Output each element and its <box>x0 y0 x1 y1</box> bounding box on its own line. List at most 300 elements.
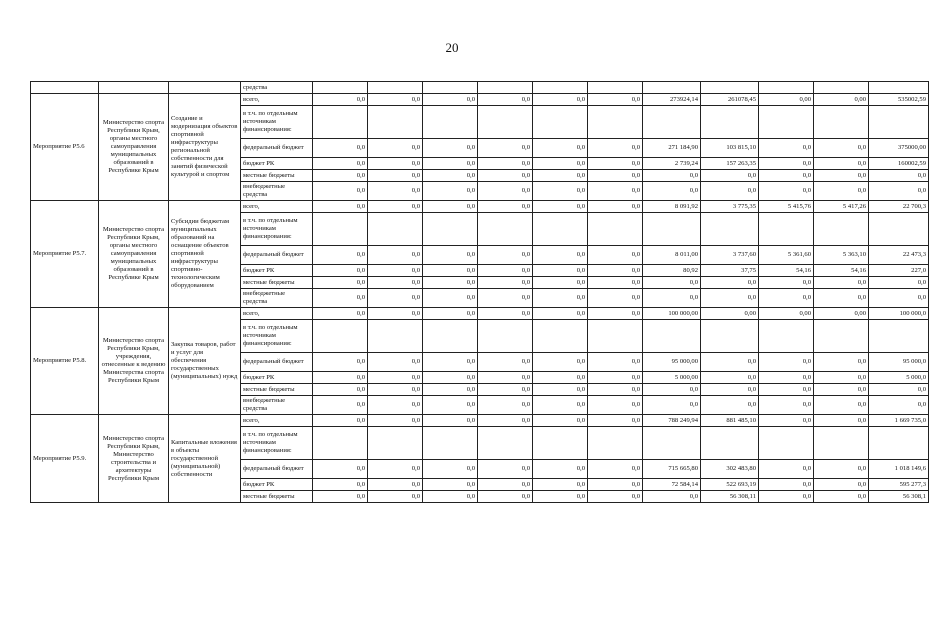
value-cell: 0,0 <box>478 170 533 182</box>
value-cell: 0,0 <box>478 182 533 201</box>
source-label: местные бюджеты <box>241 491 313 503</box>
table-row <box>31 82 929 94</box>
value-cell: 0,0 <box>478 491 533 503</box>
value-cell: 22 700,3 <box>869 201 929 213</box>
value-cell: 0,0 <box>478 201 533 213</box>
value-cell: 0,0 <box>478 265 533 277</box>
value-cell <box>313 106 368 139</box>
value-cell: 0,0 <box>643 170 701 182</box>
value-cell: 0,0 <box>588 170 643 182</box>
value-cell: 0,0 <box>313 170 368 182</box>
value-cell: 0,0 <box>313 265 368 277</box>
value-cell: 0,0 <box>533 277 588 289</box>
source-label: всего, <box>241 94 313 106</box>
value-cell: 0,0 <box>588 396 643 415</box>
table-row <box>31 308 929 320</box>
value-cell: 0,0 <box>368 353 423 372</box>
source-label: всего, <box>241 201 313 213</box>
value-cell: 0,0 <box>814 415 869 427</box>
value-cell <box>869 427 929 460</box>
value-cell: 0,0 <box>423 289 478 308</box>
value-cell: 0,0 <box>478 289 533 308</box>
value-cell: 0,0 <box>423 158 478 170</box>
value-cell <box>701 106 759 139</box>
value-cell: 302 483,80 <box>701 460 759 479</box>
value-cell: 0,0 <box>588 415 643 427</box>
value-cell: 0,0 <box>478 479 533 491</box>
value-cell: 0,0 <box>313 372 368 384</box>
value-cell: 0,0 <box>368 415 423 427</box>
value-cell: 0,0 <box>759 353 814 372</box>
source-label: федеральный бюджет <box>241 139 313 158</box>
value-cell: 0,0 <box>423 372 478 384</box>
value-cell: 0,0 <box>478 396 533 415</box>
value-cell: 0,0 <box>533 246 588 265</box>
value-cell: 0,0 <box>423 353 478 372</box>
value-cell <box>533 427 588 460</box>
value-cell: 160002,59 <box>869 158 929 170</box>
value-cell: 0,0 <box>533 384 588 396</box>
value-cell <box>588 320 643 353</box>
value-cell: 0,0 <box>423 479 478 491</box>
value-cell: 0,0 <box>588 308 643 320</box>
value-cell: 0,0 <box>368 491 423 503</box>
value-cell: 0,0 <box>701 289 759 308</box>
source-label: местные бюджеты <box>241 170 313 182</box>
value-cell <box>869 213 929 246</box>
value-cell: 0,0 <box>759 182 814 201</box>
value-cell: 0,0 <box>478 139 533 158</box>
value-cell: 0,0 <box>423 491 478 503</box>
value-cell: 0,0 <box>313 460 368 479</box>
value-cell <box>759 320 814 353</box>
measure-cell <box>31 82 99 94</box>
value-cell: 0,0 <box>478 308 533 320</box>
value-cell: 227,0 <box>869 265 929 277</box>
value-cell: 0,0 <box>759 158 814 170</box>
value-cell: 595 277,3 <box>869 479 929 491</box>
value-cell: 1 018 149,6 <box>869 460 929 479</box>
value-cell: 0,0 <box>759 479 814 491</box>
value-cell: 0,0 <box>759 396 814 415</box>
value-cell: 0,0 <box>313 396 368 415</box>
value-cell: 0,0 <box>423 94 478 106</box>
value-cell: 0,0 <box>313 182 368 201</box>
value-cell: 0,0 <box>588 491 643 503</box>
value-cell <box>423 320 478 353</box>
value-cell <box>869 106 929 139</box>
value-cell <box>759 427 814 460</box>
value-cell <box>588 427 643 460</box>
table-row <box>31 201 929 213</box>
value-cell <box>478 106 533 139</box>
value-cell: 0,0 <box>588 479 643 491</box>
value-cell: 0,0 <box>759 139 814 158</box>
measure-cell: Мероприятие P5.8. <box>31 308 99 415</box>
value-cell: 0,0 <box>423 201 478 213</box>
value-cell: 375000,00 <box>869 139 929 158</box>
value-cell: 0,0 <box>588 384 643 396</box>
source-label: внебюджетные средства <box>241 289 313 308</box>
value-cell: 37,75 <box>701 265 759 277</box>
value-cell: 56 308,11 <box>701 491 759 503</box>
value-cell: 0,0 <box>814 289 869 308</box>
executor-cell: Министерство спорта Республики Крым, органы местного самоуправления муниципальных образований в Республике Крым <box>99 201 169 308</box>
value-cell <box>478 320 533 353</box>
value-cell: 54,16 <box>814 265 869 277</box>
value-cell: 0,0 <box>701 372 759 384</box>
value-cell: 0,0 <box>814 384 869 396</box>
value-cell: 54,16 <box>759 265 814 277</box>
value-cell <box>478 427 533 460</box>
value-cell: 0,0 <box>368 396 423 415</box>
value-cell: 0,0 <box>533 289 588 308</box>
source-label: в т.ч. по отдельным источникам финансирования: <box>241 427 313 460</box>
description-cell: Создание и модернизация объектов спортивной инфраструктуры региональной собственности для занятий физической культурой и спортом <box>169 94 241 201</box>
value-cell: 0,0 <box>869 277 929 289</box>
value-cell: 0,0 <box>759 277 814 289</box>
value-cell: 0,0 <box>368 372 423 384</box>
value-cell <box>643 106 701 139</box>
value-cell: 0,0 <box>643 384 701 396</box>
value-cell: 80,92 <box>643 265 701 277</box>
value-cell: 0,0 <box>588 277 643 289</box>
value-cell: 3 775,35 <box>701 201 759 213</box>
value-cell: 5 417,26 <box>814 201 869 213</box>
value-cell: 0,0 <box>814 170 869 182</box>
value-cell: 0,0 <box>368 277 423 289</box>
value-cell: 5 000,0 <box>869 372 929 384</box>
value-cell: 0,0 <box>759 460 814 479</box>
value-cell: 0,0 <box>814 372 869 384</box>
source-label: федеральный бюджет <box>241 460 313 479</box>
value-cell: 0,0 <box>869 182 929 201</box>
value-cell <box>759 213 814 246</box>
value-cell: 715 665,80 <box>643 460 701 479</box>
value-cell: 0,0 <box>368 265 423 277</box>
value-cell <box>869 320 929 353</box>
table-body <box>31 82 929 503</box>
value-cell: 0,0 <box>313 277 368 289</box>
value-cell: 5 361,60 <box>759 246 814 265</box>
value-cell: 0,0 <box>701 182 759 201</box>
value-cell: 0,0 <box>478 460 533 479</box>
value-cell <box>814 213 869 246</box>
value-cell: 0,0 <box>313 201 368 213</box>
value-cell <box>368 320 423 353</box>
value-cell <box>814 106 869 139</box>
value-cell: 0,00 <box>814 308 869 320</box>
value-cell: 0,0 <box>313 158 368 170</box>
value-cell <box>423 427 478 460</box>
value-cell <box>814 320 869 353</box>
value-cell: 0,0 <box>423 460 478 479</box>
value-cell: 0,0 <box>368 94 423 106</box>
value-cell <box>814 427 869 460</box>
value-cell: 0,0 <box>478 158 533 170</box>
value-cell: 0,0 <box>643 182 701 201</box>
value-cell <box>368 427 423 460</box>
value-cell: 881 485,10 <box>701 415 759 427</box>
source-label: внебюджетные средства <box>241 396 313 415</box>
source-label: бюджет РК <box>241 372 313 384</box>
value-cell <box>313 320 368 353</box>
measure-cell: Мероприятие P5.6 <box>31 94 99 201</box>
table-row <box>31 415 929 427</box>
value-cell <box>588 213 643 246</box>
value-cell <box>701 320 759 353</box>
value-cell: 0,0 <box>588 372 643 384</box>
value-cell: 0,0 <box>643 396 701 415</box>
value-cell: 0,0 <box>368 182 423 201</box>
value-cell <box>423 106 478 139</box>
value-cell: 0,0 <box>701 353 759 372</box>
value-cell: 0,0 <box>533 415 588 427</box>
value-cell: 1 669 735,0 <box>869 415 929 427</box>
value-cell: 0,0 <box>814 479 869 491</box>
value-cell: 788 249,94 <box>643 415 701 427</box>
description-cell: Субсидии бюджетам муниципальных образований на оснащение объектов спортивной инфраструктуры спортивно-технологическим оборудованием <box>169 201 241 308</box>
value-cell: 0,0 <box>313 384 368 396</box>
value-cell: 0,0 <box>814 277 869 289</box>
value-cell: 0,0 <box>368 246 423 265</box>
value-cell: 0,0 <box>423 308 478 320</box>
value-cell: 0,0 <box>313 289 368 308</box>
source-label: бюджет РК <box>241 265 313 277</box>
table-row <box>31 94 929 106</box>
value-cell: 0,0 <box>814 139 869 158</box>
executor-cell: Министерство спорта Республики Крым, органы местного самоуправления муниципальных образований в Республике Крым <box>99 94 169 201</box>
value-cell: 0,0 <box>643 289 701 308</box>
value-cell: 0,0 <box>759 415 814 427</box>
value-cell: 0,00 <box>701 308 759 320</box>
value-cell: 0,0 <box>533 372 588 384</box>
value-cell: 0,0 <box>588 289 643 308</box>
value-cell: 273924,14 <box>643 94 701 106</box>
value-cell <box>423 213 478 246</box>
value-cell: 0,0 <box>368 479 423 491</box>
value-cell: 0,0 <box>313 353 368 372</box>
value-cell: 0,0 <box>588 265 643 277</box>
value-cell: 0,0 <box>423 139 478 158</box>
value-cell <box>313 213 368 246</box>
source-label: федеральный бюджет <box>241 353 313 372</box>
value-cell: 0,0 <box>588 353 643 372</box>
value-cell: 0,0 <box>478 415 533 427</box>
value-cell: 0,0 <box>759 289 814 308</box>
value-cell: 0,0 <box>533 139 588 158</box>
value-cell: 8 011,00 <box>643 246 701 265</box>
value-cell: 0,0 <box>478 277 533 289</box>
source-label: в т.ч. по отдельным источникам финансирования: <box>241 213 313 246</box>
value-cell: 522 693,19 <box>701 479 759 491</box>
value-cell <box>313 427 368 460</box>
value-cell: 72 584,14 <box>643 479 701 491</box>
source-label: в т.ч. по отдельным источникам финансирования: <box>241 320 313 353</box>
value-cell: 0,0 <box>588 201 643 213</box>
value-cell: 0,00 <box>759 94 814 106</box>
value-cell <box>478 213 533 246</box>
value-cell <box>368 213 423 246</box>
value-cell: 3 737,60 <box>701 246 759 265</box>
value-cell: 0,0 <box>313 308 368 320</box>
value-cell: 0,0 <box>533 491 588 503</box>
value-cell: 5 415,76 <box>759 201 814 213</box>
value-cell: 2 739,24 <box>643 158 701 170</box>
value-cell: 0,0 <box>814 182 869 201</box>
measure-cell: Мероприятие P5.9. <box>31 415 99 503</box>
description-cell: Закупка товаров, работ и услуг для обеспечения государственных (муниципальных) нужд <box>169 308 241 415</box>
description-cell: Капитальные вложения в объекты государственной (муниципальной) собственности <box>169 415 241 503</box>
value-cell: 0,0 <box>533 479 588 491</box>
value-cell <box>701 213 759 246</box>
source-label: федеральный бюджет <box>241 246 313 265</box>
description-cell <box>169 82 241 94</box>
value-cell: 0,0 <box>588 139 643 158</box>
value-cell: 0,0 <box>478 353 533 372</box>
value-cell: 0,0 <box>869 384 929 396</box>
value-cell: 0,0 <box>869 289 929 308</box>
value-cell: 100 000,00 <box>643 308 701 320</box>
value-cell: 0,0 <box>313 94 368 106</box>
value-cell: 0,0 <box>313 139 368 158</box>
value-cell: 0,0 <box>423 246 478 265</box>
value-cell: 0,0 <box>313 415 368 427</box>
value-cell: 0,0 <box>368 384 423 396</box>
value-cell: 0,0 <box>423 396 478 415</box>
value-cell: 0,0 <box>533 308 588 320</box>
value-cell: 0,0 <box>701 384 759 396</box>
value-cell: 0,0 <box>588 158 643 170</box>
value-cell: 157 263,35 <box>701 158 759 170</box>
value-cell: 0,0 <box>814 158 869 170</box>
source-label: внебюджетные средства <box>241 182 313 201</box>
value-cell: 0,0 <box>423 170 478 182</box>
value-cell: 0,0 <box>313 491 368 503</box>
value-cell: 0,0 <box>759 372 814 384</box>
value-cell: 0,0 <box>313 246 368 265</box>
page-number: 20 <box>445 40 459 55</box>
value-cell: 5 000,00 <box>643 372 701 384</box>
value-cell: 95 000,0 <box>869 353 929 372</box>
value-cell: 0,0 <box>533 353 588 372</box>
value-cell: 0,0 <box>478 94 533 106</box>
measure-cell: Мероприятие P5.7. <box>31 201 99 308</box>
value-cell <box>759 106 814 139</box>
source-label: всего, <box>241 308 313 320</box>
value-cell: 0,0 <box>368 289 423 308</box>
value-cell: 0,0 <box>588 460 643 479</box>
source-label: местные бюджеты <box>241 277 313 289</box>
value-cell <box>701 427 759 460</box>
value-cell: 0,0 <box>368 170 423 182</box>
value-cell: 0,0 <box>423 415 478 427</box>
value-cell: 0,0 <box>701 170 759 182</box>
executor-cell: Министерство спорта Республики Крым, Министерство строительства и архитектуры Республики Крым <box>99 415 169 503</box>
budget-table <box>30 81 929 503</box>
value-cell: 0,0 <box>869 170 929 182</box>
value-cell: 0,0 <box>478 384 533 396</box>
source-label: всего, <box>241 415 313 427</box>
value-cell <box>533 213 588 246</box>
value-cell: 0,0 <box>533 182 588 201</box>
value-cell: 0,0 <box>533 158 588 170</box>
value-cell: 0,0 <box>368 460 423 479</box>
value-cell: 0,0 <box>313 479 368 491</box>
value-cell: 0,0 <box>533 94 588 106</box>
value-cell <box>533 320 588 353</box>
value-cell: 261078,45 <box>701 94 759 106</box>
value-cell: 0,0 <box>814 353 869 372</box>
value-cell: 271 184,90 <box>643 139 701 158</box>
value-cell: 0,0 <box>759 384 814 396</box>
value-cell: 0,0 <box>814 396 869 415</box>
value-cell: 0,0 <box>478 372 533 384</box>
value-cell: 0,0 <box>423 277 478 289</box>
value-cell <box>588 106 643 139</box>
value-cell <box>643 320 701 353</box>
source-label: в т.ч. по отдельным источникам финансирования: <box>241 106 313 139</box>
value-cell: 0,0 <box>588 182 643 201</box>
executor-cell: Министерство спорта Республики Крым, учреждения, отнесенные к ведению Министерства спорта Республики Крым <box>99 308 169 415</box>
value-cell: 0,0 <box>701 396 759 415</box>
value-cell: 0,0 <box>368 201 423 213</box>
value-cell: 0,0 <box>869 396 929 415</box>
value-cell: 0,0 <box>368 158 423 170</box>
value-cell: 95 000,00 <box>643 353 701 372</box>
value-cell: 0,0 <box>643 277 701 289</box>
value-cell <box>368 106 423 139</box>
value-cell: 0,0 <box>814 460 869 479</box>
value-cell: 0,0 <box>423 182 478 201</box>
value-cell: 0,0 <box>533 170 588 182</box>
value-cell <box>533 106 588 139</box>
value-cell: 0,0 <box>643 491 701 503</box>
value-cell: 0,0 <box>478 246 533 265</box>
executor-cell <box>99 82 169 94</box>
value-cell: 0,0 <box>533 265 588 277</box>
value-cell: 0,0 <box>588 94 643 106</box>
value-cell: 22 473,3 <box>869 246 929 265</box>
source-label: средства <box>241 82 313 94</box>
value-cell: 0,0 <box>814 491 869 503</box>
value-cell: 535002,59 <box>869 94 929 106</box>
value-cell: 0,0 <box>533 460 588 479</box>
value-cell: 5 363,10 <box>814 246 869 265</box>
value-cell: 0,00 <box>759 308 814 320</box>
value-cell: 8 091,92 <box>643 201 701 213</box>
value-cell: 103 815,10 <box>701 139 759 158</box>
source-label: местные бюджеты <box>241 384 313 396</box>
source-label: бюджет РК <box>241 158 313 170</box>
value-cell: 0,00 <box>814 94 869 106</box>
value-cell: 0,0 <box>368 308 423 320</box>
value-cell: 0,0 <box>759 491 814 503</box>
value-cell: 0,0 <box>588 246 643 265</box>
value-cell <box>643 427 701 460</box>
value-cell <box>643 213 701 246</box>
value-cell: 100 000,0 <box>869 308 929 320</box>
value-cell: 0,0 <box>533 396 588 415</box>
value-cell: 0,0 <box>759 170 814 182</box>
value-cell: 0,0 <box>368 139 423 158</box>
value-cell: 0,0 <box>423 265 478 277</box>
value-cell: 0,0 <box>533 201 588 213</box>
value-cell: 0,0 <box>423 384 478 396</box>
value-cell: 0,0 <box>701 277 759 289</box>
value-cell: 56 308,1 <box>869 491 929 503</box>
source-label: бюджет РК <box>241 479 313 491</box>
